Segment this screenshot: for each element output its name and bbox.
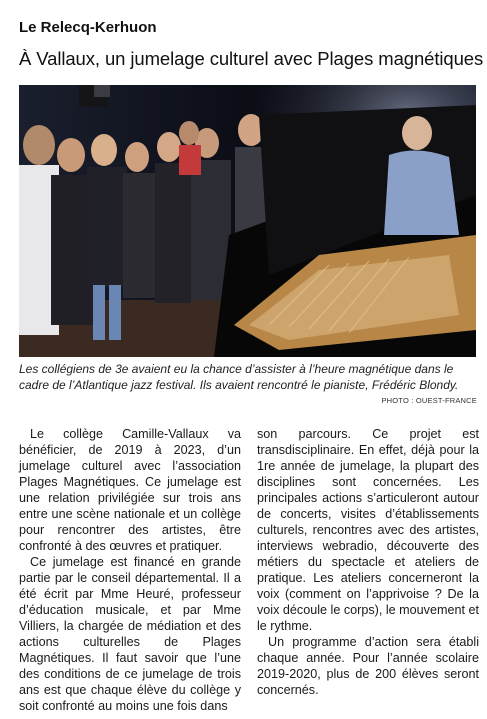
location-kicker: Le Relecq-Kerhuon <box>19 19 157 36</box>
article-headline: À Vallaux, un jumelage culturel avec Plages magnétiques <box>19 48 484 69</box>
article-column-2 <box>257 426 479 698</box>
article-photo <box>19 85 476 357</box>
paragraph: Ce jumelage est financé en grande partie par le conseil départemental. Il a été écrit par Mme Heuré, professeur d’éducation musicale, et par Mme Villiers, la chargée de médiation et des actions culturelles de Plages Magnétiques. Il faut savoir que l’une des conditions de ce jumelage de trois ans est que chaque élève du collège y soit confronté au moins une fois dans <box>19 555 241 713</box>
students-piano-photo-illustration <box>19 85 476 357</box>
paragraph: Le collège Camille-Vallaux va bénéficier, de 2019 à 2023, d’un jumelage culturel avec l’association Plages Magnétiques. Ce jumelage est une relation privilégiée sur trois ans entre une scène nationale et un collège pour rencontrer des artistes, être confronté à des œuvres et pratiquer. <box>19 427 241 553</box>
paragraph: son parcours. Ce projet est transdisciplinaire. En effet, déjà pour la 1re année de jumelage, la plupart des disciplines sont concernées. Les principales actions s’articuleront autour de concerts, visites d’établissements culturels, rencontres avec des artistes, interviews webradio, découverte des métiers du spectacle et ateliers de pratique. Les ateliers concerneront la voix (comment on l’apprivoise ? De la voix découle le corps), le mouvement et le rythme. <box>257 427 479 633</box>
article-column-1 <box>19 426 241 714</box>
photo-credit: PHOTO : OUEST-FRANCE <box>381 396 477 405</box>
paragraph: Un programme d’action sera établi chaque année. Pour l’année scolaire 2019-2020, plus de 200 élèves seront concernés. <box>257 635 479 697</box>
photo-caption: Les collégiens de 3e avaient eu la chance d’assister à l’heure magnétique dans le cadre de l’Atlantique jazz festival. Ils avaient rencontré le pianiste, Frédéric Blondy. <box>19 362 459 392</box>
